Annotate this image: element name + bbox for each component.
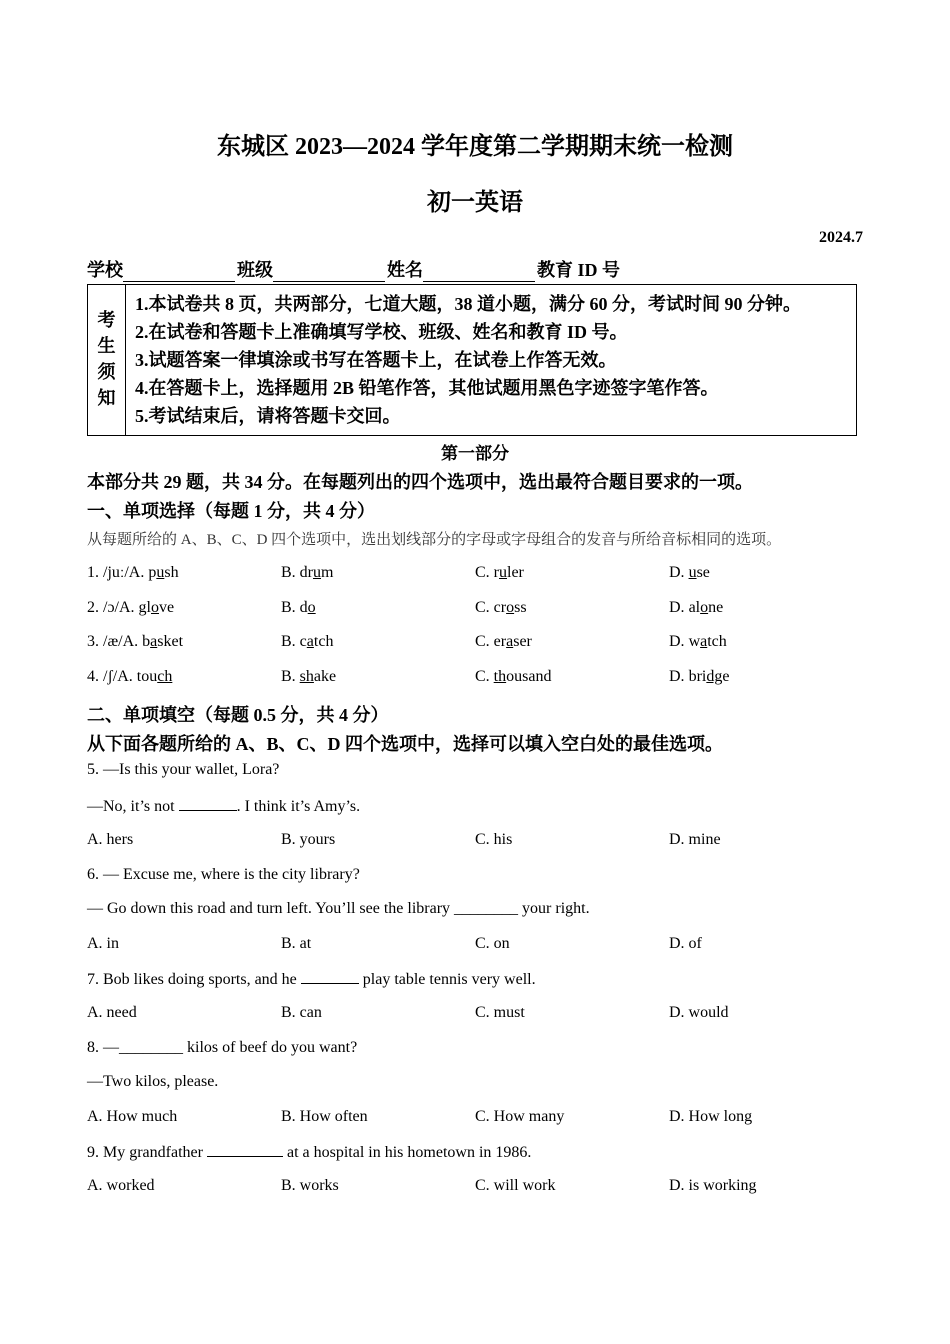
q5-text-a: —No, it’s not	[87, 798, 179, 815]
q9-blank	[207, 1142, 283, 1157]
q8-stem: 8. —________ kilos of beef do you want?	[87, 1039, 358, 1056]
q8-option-b: B. How often	[281, 1108, 368, 1125]
q6-stem: 6. — Excuse me, where is the city library?	[87, 866, 360, 883]
word-part: ake	[313, 668, 337, 685]
word-part: bri	[688, 668, 707, 685]
q2-option-d	[669, 599, 723, 617]
word-part: c	[299, 633, 307, 650]
q7-option-c: C. must	[475, 1004, 525, 1021]
q1-option-a	[87, 564, 179, 582]
q5-option-a: A. hers	[87, 831, 134, 848]
q9-text-a: 9. My grandfather	[87, 1144, 207, 1161]
question-prefix: 2. /ɔ/A.	[87, 599, 139, 616]
q5-answer-line	[87, 796, 360, 816]
word-part: tch	[313, 633, 334, 650]
notice-label-char: 生	[97, 336, 116, 356]
class-label: 班级	[237, 260, 273, 280]
q8-option-a: A. How much	[87, 1108, 178, 1125]
q7-option-a: A. need	[87, 1004, 137, 1021]
q5-stem: 5. —Is this your wallet, Lora?	[87, 761, 280, 778]
q9-option-c: C. will work	[475, 1177, 556, 1194]
q3-option-b	[281, 633, 333, 651]
q2-option-a	[87, 599, 174, 617]
word-part: sket	[157, 633, 184, 650]
word-part: e	[722, 668, 730, 685]
q1-option-d	[669, 564, 710, 582]
underlined-letters: o	[700, 599, 709, 616]
word-part: ousand	[506, 668, 552, 685]
notice-label-char: 知	[97, 388, 116, 408]
option-label: C.	[475, 633, 494, 650]
word-part: ss	[514, 599, 527, 616]
question-prefix: 4. /ʃ/A.	[87, 668, 137, 685]
school-label: 学校	[87, 260, 123, 280]
q8-answer-line: —Two kilos, please.	[87, 1073, 219, 1090]
underlined-letters: th	[493, 668, 507, 685]
notice-item: 3.试题答案一律填涂或书写在答题卡上，在试卷上作答无效。	[135, 350, 617, 370]
q3-option-d	[669, 633, 727, 651]
q7-text-b: play table tennis very well.	[358, 971, 536, 988]
q2-option-c	[475, 599, 527, 617]
q9-option-d: D. is working	[669, 1177, 757, 1194]
word-part: ve	[159, 599, 175, 616]
exam-date: 2024.7	[819, 229, 863, 246]
q7-blank	[301, 969, 359, 984]
notice-label-char: 考	[97, 310, 116, 330]
word-part: al	[688, 599, 701, 616]
underlined-letters: u	[313, 564, 321, 581]
q8-option-c: C. How many	[475, 1108, 565, 1125]
word-part: se	[696, 564, 710, 581]
student-info-row	[87, 256, 620, 282]
question-prefix: 1. /juː/A.	[87, 564, 149, 581]
word-part: dr	[299, 564, 313, 581]
underlined-letters: a	[150, 633, 158, 650]
option-label: C.	[475, 668, 494, 685]
q9-text-b: at a hospital in his hometown in 1986.	[282, 1144, 532, 1161]
underlined-letters: a	[506, 633, 514, 650]
notice-item: 4.在答题卡上，选择题用 2B 铅笔作答，其他试题用黑色字迹签字笔作答。	[135, 378, 719, 398]
q5-option-c: C. his	[475, 831, 513, 848]
underlined-letters: a	[700, 633, 708, 650]
id-label: 教育 ID 号	[537, 260, 621, 280]
word-part: ler	[507, 564, 524, 581]
word-part: m	[321, 564, 334, 581]
q5-blank	[179, 796, 237, 811]
underlined-letters: u	[688, 564, 697, 581]
section2-heading: 二、单项填空（每题 0.5 分，共 4 分）	[87, 705, 389, 725]
q7-option-d: D. would	[669, 1004, 729, 1021]
q6-option-a: A. in	[87, 935, 119, 952]
q6-option-b: B. at	[281, 935, 312, 952]
option-label: C.	[475, 564, 494, 581]
word-part: er	[493, 633, 507, 650]
notice-items	[135, 290, 801, 430]
q1-option-c	[475, 564, 524, 582]
underlined-letters: a	[306, 633, 314, 650]
part-title: 第一部分	[441, 444, 509, 463]
notice-box	[87, 284, 857, 436]
exam-title: 东城区 2023—2024 学年度第二学期期末统一检测	[217, 134, 733, 160]
option-label: B.	[281, 668, 300, 685]
name-label: 姓名	[387, 260, 423, 280]
q9-option-b: B. works	[281, 1177, 339, 1194]
q6-option-d: D. of	[669, 935, 702, 952]
notice-label-char: 须	[97, 362, 116, 382]
q4-option-c	[475, 668, 551, 686]
word-part: ne	[708, 599, 724, 616]
q9-stem	[87, 1142, 531, 1162]
section1-heading: 一、单项选择（每题 1 分，共 4 分）	[87, 501, 375, 521]
q2-option-b	[281, 599, 316, 617]
q4-option-d	[669, 668, 729, 686]
q5-option-b: B. yours	[281, 831, 336, 848]
option-label: D.	[669, 668, 689, 685]
q7-stem	[87, 969, 536, 989]
question-prefix: 3. /æ/A.	[87, 633, 143, 650]
word-part: gl	[138, 599, 151, 616]
q3-option-a	[87, 633, 183, 651]
option-label: B.	[281, 633, 300, 650]
q6-answer-line: — Go down this road and turn left. You’ll see the library ________ your right.	[87, 900, 590, 917]
q7-text-a: 7. Bob likes doing sports, and he	[87, 971, 301, 988]
exam-subtitle: 初一英语	[427, 190, 523, 216]
notice-item: 5.考试结束后，请将答题卡交回。	[135, 406, 401, 426]
word-part: ser	[513, 633, 532, 650]
q9-option-a: A. worked	[87, 1177, 155, 1194]
q4-option-b	[281, 668, 336, 686]
underlined-letters: dg	[706, 668, 723, 685]
section1-instruction: 从每题所给的 A、B、C、D 四个选项中，选出划线部分的字母或字母组合的发音与所给音标相同的选项。	[87, 532, 782, 548]
q7-option-b: B. can	[281, 1004, 322, 1021]
q1-option-b	[281, 564, 333, 582]
word-part: tch	[707, 633, 727, 650]
school-blank	[123, 263, 235, 282]
word-part: p	[148, 564, 157, 581]
q5-text-b: . I think it’s Amy’s.	[236, 798, 361, 815]
option-label: B.	[281, 564, 300, 581]
option-label: D.	[669, 633, 689, 650]
notice-label	[88, 285, 126, 435]
class-blank	[273, 263, 385, 282]
option-label: C.	[475, 599, 494, 616]
option-label: D.	[669, 599, 689, 616]
underlined-letters: u	[499, 564, 507, 581]
word-part: sh	[164, 564, 179, 581]
word-part: tou	[136, 668, 158, 685]
word-part: cr	[493, 599, 507, 616]
name-blank	[423, 263, 535, 282]
notice-item: 1.本试卷共 8 页，共两部分，七道大题，38 道小题，满分 60 分，考试时间 90 分钟。	[135, 294, 801, 314]
q8-option-d: D. How long	[669, 1108, 753, 1125]
q4-option-a	[87, 668, 172, 686]
section2-instruction: 从下面各题所给的 A、B、C、D 四个选项中，选择可以填入空白处的最佳选项。	[87, 734, 723, 754]
part-intro: 本部分共 29 题，共 34 分。在每题列出的四个选项中，选出最符合题目要求的一项。	[87, 472, 753, 492]
q5-option-d: D. mine	[669, 831, 721, 848]
underlined-letters: u	[156, 564, 165, 581]
option-label: D.	[669, 564, 689, 581]
q3-option-c	[475, 633, 532, 651]
option-label: B.	[281, 599, 300, 616]
word-part: d	[299, 599, 308, 616]
word-part: r	[493, 564, 499, 581]
underlined-letters: o	[506, 599, 515, 616]
word-part: w	[688, 633, 701, 650]
underlined-letters: o	[151, 599, 159, 616]
q6-option-c: C. on	[475, 935, 510, 952]
underlined-letters: o	[307, 599, 316, 616]
underlined-letters: ch	[157, 668, 173, 685]
underlined-letters: sh	[299, 668, 314, 685]
word-part: b	[142, 633, 151, 650]
notice-item: 2.在试卷和答题卡上准确填写学校、班级、姓名和教育 ID 号。	[135, 322, 628, 342]
